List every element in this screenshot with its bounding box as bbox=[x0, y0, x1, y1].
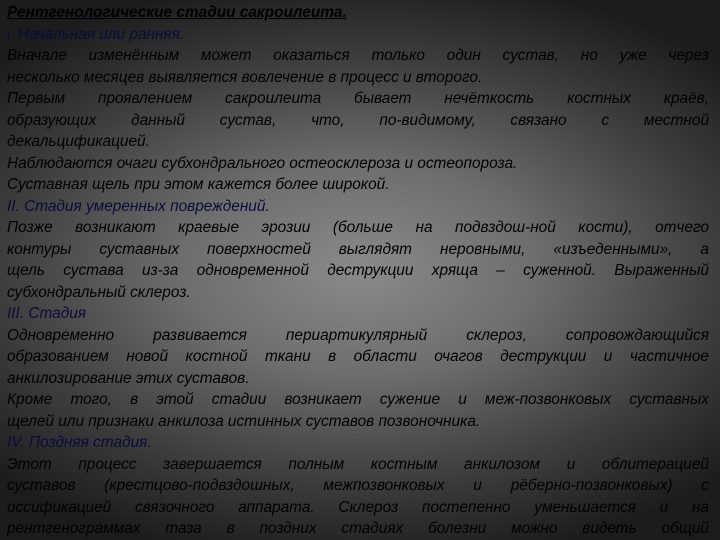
paragraph-line: щелей или признаки анкилоза истинных суставов позвоночника. bbox=[7, 412, 481, 430]
paragraph-line: субхондральный склероз. bbox=[7, 283, 191, 301]
paragraph-line: рентгенограммах таза в поздних стадиях болезни можно видеть общий bbox=[7, 520, 709, 537]
paragraph-line: Одновременно развивается периартикулярный склероз, сопровождающийся bbox=[7, 326, 709, 344]
stage-1-heading bbox=[7, 24, 709, 46]
paragraph-line: образующих данный сустав, что, по-видимому, связано с местной bbox=[7, 111, 709, 129]
paragraph-line: Наблюдаются очаги субхондрального остеосклероза и остеопороза. bbox=[7, 154, 518, 172]
paragraph-line: Первым проявлением сакроилеита бывает нечёткость костных краёв, bbox=[7, 90, 709, 107]
paragraph-line: Кроме того, в этой стадии возникает сужение и меж-позвонковых суставных bbox=[7, 391, 709, 408]
stage-4-heading: IV. Поздняя стадия. bbox=[7, 434, 152, 451]
stage-3-heading: III. Стадия bbox=[7, 305, 86, 322]
paragraph-line: несколько месяцев выявляется вовлечение в процесс и второго. bbox=[7, 68, 483, 86]
stage-2-heading: II. Стадия умеренных повреждений. bbox=[7, 197, 270, 215]
paragraph-line: Вначале изменённым может оказаться только один сустав, но уже через bbox=[7, 47, 709, 64]
paragraph-line: Суставная щель при этом кажется более широкой. bbox=[7, 176, 390, 193]
paragraph-line: анкилозирование этих суставов. bbox=[7, 369, 250, 387]
stage-1-number: I. bbox=[7, 27, 14, 42]
paragraph-line: Этот процесс завершается полным костным анкилозом и облитерацией bbox=[7, 455, 709, 473]
paragraph-line: суставов (крестцово-подвздошных, межпозвонковых и рёберно-позвонковых) с bbox=[7, 477, 709, 494]
paragraph-line: декальцификацией. bbox=[7, 133, 150, 150]
stage-1-title: Начальная или ранняя. bbox=[13, 25, 185, 43]
paragraph-line: образованием новой костной ткани в области очагов деструкции и частичное bbox=[7, 348, 709, 365]
paragraph-line: контуры суставных поверхностей выглядят неровными, «изъеденными», а bbox=[7, 240, 709, 258]
paragraph-line: щель сустава из-за одновременной деструкции хряща – суженной. Выраженный bbox=[7, 262, 709, 279]
document-title: Рентгенологические стадии сакроилеита. bbox=[7, 4, 347, 21]
paragraph-line: Позже возникают краевые эрозии (больше на подвздош-ной кости), отчего bbox=[7, 219, 709, 236]
slide-content bbox=[7, 2, 709, 540]
paragraph-line: оссификацией связочного аппарата. Склероз постепенно уменьшается и на bbox=[7, 498, 709, 516]
